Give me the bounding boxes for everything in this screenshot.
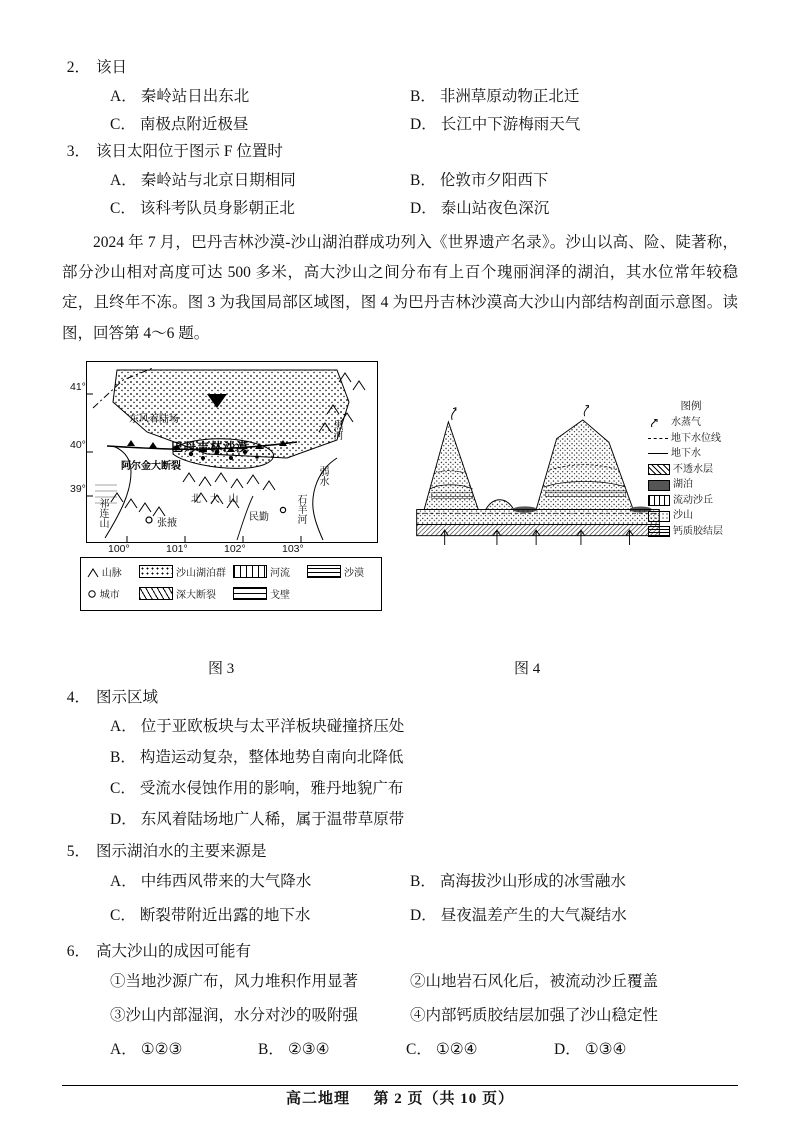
question-2-option-b[interactable] — [410, 84, 579, 106]
legend-impermeable-label: 不透水层 — [673, 463, 713, 475]
lon-103-label: 103° — [282, 542, 304, 555]
option-c-label: C． — [110, 200, 136, 218]
question-2 — [62, 56, 738, 136]
question-5-stem: 图示湖泊水的主要来源是 — [96, 842, 267, 860]
question-4 — [62, 685, 738, 832]
legend-groundwater — [648, 447, 734, 462]
figure-3-caption: 图 3 — [208, 660, 235, 677]
legend-city — [87, 586, 120, 601]
calcareous-cement-icon — [648, 526, 670, 537]
question-4-option-c[interactable] — [62, 777, 738, 801]
question-2-stem: 该日 — [96, 59, 128, 76]
legend-vapor — [648, 416, 734, 431]
question-3-option-d[interactable] — [410, 196, 549, 218]
option-a-label: A． — [110, 872, 137, 890]
legend-mountain — [87, 564, 122, 579]
legend-water-table-label: 地下水位线 — [671, 432, 721, 444]
option-d-text: 泰山站夜色深沉 — [440, 200, 550, 218]
question-3-options-row-2 — [62, 196, 738, 220]
legend-sand-mountain-label: 沙山 — [673, 510, 693, 522]
question-5-options-row-1 — [62, 869, 738, 899]
question-6-answer-d[interactable] — [554, 1037, 626, 1059]
option-c-label: C． — [110, 116, 136, 134]
question-3-number: 3． — [66, 143, 90, 161]
legend-river-label: 河流 — [270, 567, 290, 579]
map-label-altun-fault: 阿尔金大断裂 — [121, 460, 181, 472]
question-2-option-a[interactable] — [110, 84, 249, 106]
legend-desert-label: 沙漠 — [344, 567, 364, 579]
page-content — [62, 56, 738, 1061]
option-b-label: B． — [410, 872, 436, 890]
map-label-badain-jaran: 巴丹吉林沙漠 — [171, 439, 250, 454]
question-2-options-row-2 — [62, 112, 738, 136]
question-5-number: 5． — [66, 842, 90, 860]
map-label-beidashan: 北 大 山 — [191, 493, 242, 505]
sand-mountain-icon — [648, 511, 670, 522]
figure-captions — [62, 657, 738, 683]
question-6-statement-1: ①当地沙源广布，风力堆积作用显著 — [110, 972, 359, 990]
question-4-option-a[interactable] — [62, 715, 738, 739]
lon-101-label: 101° — [166, 542, 188, 555]
question-5-option-b[interactable] — [410, 869, 626, 891]
lat-41-label: 41° — [70, 380, 86, 393]
legend-lake-group — [139, 564, 226, 579]
question-4-option-b[interactable] — [62, 746, 738, 770]
option-c-text: 该科考队员身影朝正北 — [139, 200, 295, 218]
figure-4-legend-title: 图例 — [680, 399, 702, 412]
question-3-option-c[interactable] — [110, 196, 295, 218]
figure-4-caption: 图 4 — [514, 660, 541, 677]
legend-fault — [139, 586, 216, 601]
cross-section-graphic — [414, 405, 662, 545]
option-b-text: 伦敦市夕阳西下 — [439, 172, 549, 190]
footer-divider — [62, 1085, 738, 1086]
question-5-option-c[interactable] — [110, 903, 310, 925]
question-2-options-row-1 — [62, 84, 738, 108]
question-6-statement-3: ③沙山内部湿润，水分对沙的吸附强 — [110, 1006, 359, 1024]
option-b-text: 构造运动复杂，整体地势自南向北降低 — [139, 748, 404, 766]
option-c-label: C． — [110, 779, 136, 797]
lon-102-label: 102° — [224, 542, 246, 555]
answer-a-label: A． — [110, 1040, 137, 1058]
map-frame — [86, 361, 378, 543]
figure-4 — [414, 359, 734, 609]
legend-lake-label: 湖泊 — [673, 479, 693, 491]
question-5 — [62, 839, 738, 933]
question-6 — [62, 939, 738, 1061]
desert-icon — [307, 565, 341, 578]
legend-moving-dune-label: 流动沙丘 — [673, 494, 713, 506]
answer-c-label: C． — [406, 1040, 432, 1058]
question-6-statement-2: ②山地岩石风化后，被流动沙丘覆盖 — [410, 972, 659, 990]
lake-group-icon — [139, 565, 173, 578]
lat-40-label: 40° — [70, 438, 86, 451]
question-2-stem-line — [62, 56, 738, 80]
question-6-stem: 高大沙山的成因可能有 — [96, 942, 252, 960]
legend-city-label: 城市 — [99, 589, 120, 601]
question-6-statements-row-2 — [62, 1003, 738, 1033]
legend-mountain-label: 山脉 — [101, 567, 122, 579]
legend-groundwater-label: 地下水 — [671, 448, 701, 460]
legend-gobi — [233, 586, 290, 601]
question-6-answer-a[interactable] — [110, 1037, 182, 1059]
footer-subject: 高二地理 — [285, 1091, 350, 1107]
option-b-label: B． — [110, 748, 136, 766]
option-d-text: 东风着陆场地广人稀，属于温带草原带 — [140, 810, 405, 828]
map-label-landing-site: 东风着陆场 — [129, 413, 179, 425]
question-5-stem-line — [62, 839, 738, 861]
question-6-number: 6． — [66, 942, 90, 960]
lon-100-label: 100° — [108, 542, 130, 555]
legend-moving-dune — [648, 494, 734, 509]
answer-b-label: B． — [258, 1040, 284, 1058]
legend-calcareous-label: 钙质胶结层 — [673, 525, 723, 537]
figure-4-legend — [648, 399, 734, 540]
legend-impermeable — [648, 463, 734, 478]
river-icon — [233, 565, 267, 578]
question-4-stem-line — [62, 685, 738, 707]
question-6-stem-line — [62, 939, 738, 961]
page-footer — [0, 1087, 800, 1108]
option-c-text: 断裂带附近出露的地下水 — [139, 906, 311, 924]
map-label-zhangye: 张掖 — [157, 517, 177, 529]
legend-calcareous — [648, 525, 734, 540]
lat-39-label: 39° — [70, 482, 86, 495]
impermeable-icon — [648, 464, 670, 475]
map-label-qilian: 祁连山 — [97, 497, 108, 528]
option-c-label: C． — [110, 906, 136, 924]
water-table-icon — [648, 438, 668, 440]
option-d-label: D． — [110, 810, 137, 828]
vapor-arrow-icon — [648, 419, 668, 428]
question-3-option-a[interactable] — [110, 168, 296, 190]
option-a-label: A． — [110, 172, 137, 190]
option-a-text: 中纬西风带来的大气降水 — [140, 872, 312, 890]
legend-desert — [307, 564, 364, 579]
question-6-answers — [62, 1037, 738, 1061]
question-3-option-b[interactable] — [410, 168, 548, 190]
option-d-label: D． — [410, 906, 437, 924]
question-2-option-c[interactable] — [110, 112, 248, 134]
lake-icon — [648, 480, 670, 491]
question-6-statements-row-1 — [62, 969, 738, 999]
option-a-text: 秦岭站与北京日期相同 — [140, 172, 296, 190]
option-b-text: 非洲草原动物正北迁 — [439, 88, 580, 106]
legend-fault-label: 深大断裂 — [176, 589, 216, 601]
groundwater-icon — [648, 453, 668, 455]
option-a-label: A． — [110, 717, 137, 735]
question-3-stem-line — [62, 140, 738, 164]
legend-lake-group-label: 沙山湖泊群 — [176, 567, 226, 579]
option-b-label: B． — [410, 172, 436, 190]
legend-water-table — [648, 432, 734, 447]
answer-c-text: ①②④ — [435, 1040, 478, 1058]
question-6-answer-b[interactable] — [258, 1037, 330, 1059]
map-label-minqin: 民勤 — [249, 511, 269, 523]
figure-3 — [72, 355, 402, 625]
option-c-text: 南极点附近极昼 — [139, 116, 249, 134]
question-3-options-row-1 — [62, 168, 738, 192]
question-6-statement-4: ④内部钙质胶结层加强了沙山稳定性 — [410, 1006, 659, 1024]
answer-a-text: ①②③ — [140, 1040, 183, 1058]
map-label-heihe: 黑河 — [331, 419, 342, 440]
option-d-text: 长江中下游梅雨天气 — [440, 116, 581, 134]
gobi-icon — [233, 587, 267, 600]
question-2-option-d[interactable] — [410, 112, 580, 134]
figure-3-legend — [80, 557, 382, 611]
question-4-number: 4． — [66, 688, 90, 706]
legend-lake — [648, 478, 734, 493]
map-label-ruoshui: 弱水 — [317, 465, 328, 486]
legend-river — [233, 564, 290, 579]
question-5-option-d[interactable] — [410, 903, 627, 925]
option-d-text: 昼夜温差产生的大气凝结水 — [440, 906, 627, 924]
option-d-label: D． — [410, 116, 437, 134]
map-label-shiyang-river: 石羊河 — [295, 493, 306, 524]
answer-d-text: ①③④ — [584, 1040, 627, 1058]
moving-dune-icon — [648, 495, 670, 506]
option-b-text: 高海拔沙山形成的冰雪融水 — [439, 872, 626, 890]
fault-icon — [139, 587, 173, 600]
question-3 — [62, 140, 738, 220]
question-6-answer-c[interactable] — [406, 1037, 478, 1059]
question-2-number: 2． — [66, 59, 90, 76]
option-a-text: 秦岭站日出东北 — [140, 88, 250, 106]
option-a-label: A． — [110, 88, 137, 106]
question-5-option-a[interactable] — [110, 869, 311, 891]
option-b-label: B． — [410, 88, 436, 106]
option-a-text: 位于亚欧板块与太平洋板块碰撞挤压处 — [140, 717, 405, 735]
option-c-text: 受流水侵蚀作用的影响，雅丹地貌广布 — [139, 779, 404, 797]
legend-gobi-label: 戈壁 — [270, 589, 290, 601]
figures-area — [62, 355, 738, 655]
legend-vapor-label: 水蒸气 — [671, 417, 701, 429]
question-4-option-d[interactable] — [62, 808, 738, 832]
legend-sand-mountain — [648, 509, 734, 524]
answer-b-text: ②③④ — [287, 1040, 330, 1058]
passage-text: 2024 年 7 月，巴丹吉林沙漠-沙山湖泊群成功列入《世界遗产名录》。沙山以高、险、陡著称，部分沙山相对高度可达 500 多米，高大沙山之间分布有上百个瑰丽润泽的湖泊，其水位常年较稳定，且终年不冻。图 3 为我国局部区域图，图 4 为巴丹吉林沙漠高大沙山内部结构剖面示意图。读图，回答第 4～6 题。 — [62, 234, 738, 342]
option-d-label: D． — [410, 200, 437, 218]
footer-page-number: 第 2 页（共 10 页） — [373, 1091, 515, 1107]
question-4-stem: 图示区域 — [96, 688, 159, 706]
answer-d-label: D． — [554, 1040, 581, 1058]
question-5-options-row-2 — [62, 903, 738, 933]
question-3-stem: 该日太阳位于图示 F 位置时 — [96, 143, 283, 161]
